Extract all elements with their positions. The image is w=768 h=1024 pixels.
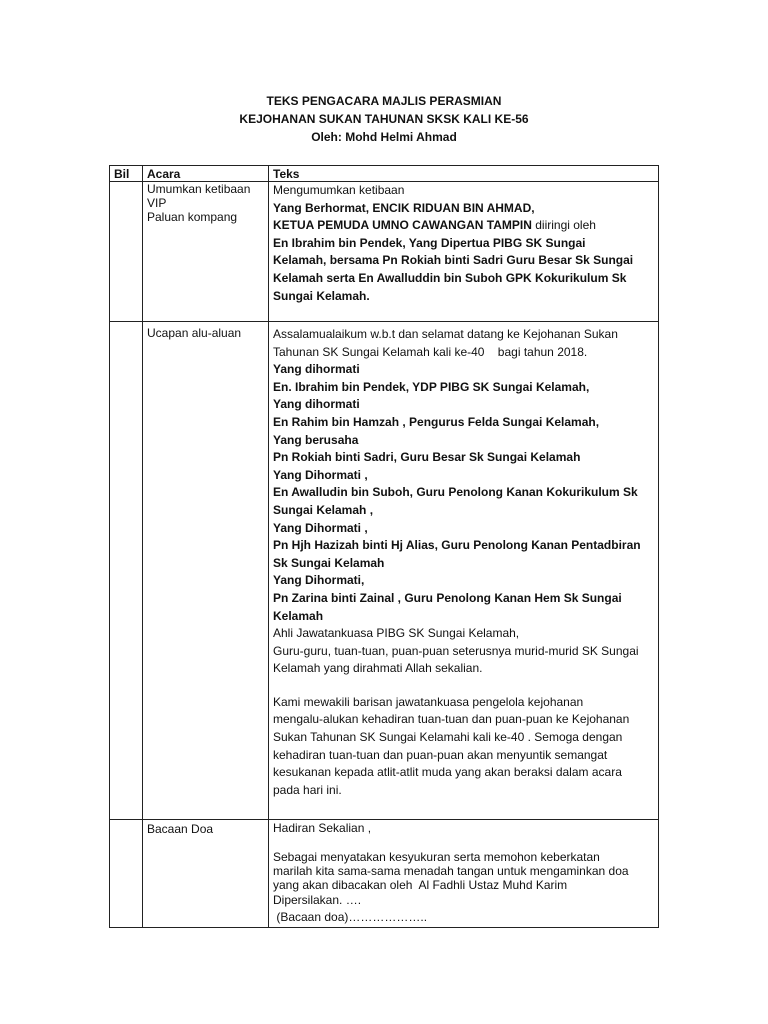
text-line: Yang berusaha: [273, 432, 359, 447]
text-line: [273, 217, 654, 235]
text-line: En Awalludin bin Suboh, Guru Penolong Kanan Kokurikulum Sk: [273, 485, 638, 500]
text-line: Pn Rokiah binti Sadri, Guru Besar Sk Sungai Kelamah: [273, 450, 581, 465]
text-line: Assalamualaikum w.b.t dan selamat datang ke Kejohanan Sukan: [273, 327, 618, 341]
text-line: Yang dihormati: [273, 362, 360, 377]
document-author: Oleh: Mohd Helmi Ahmad: [311, 130, 457, 144]
document-title: TEKS PENGACARA MAJLIS PERASMIAN: [266, 94, 502, 108]
text-line: Yang Dihormati ,: [273, 520, 368, 535]
acara-cell: [143, 820, 269, 928]
text-line: Kelamah: [273, 608, 324, 623]
text-line: marilah kita sama-sama menadah tangan untuk mengaminkan doa: [273, 863, 629, 878]
text-span: KETUA PEMUDA UMNO CAWANGAN TAMPIN: [273, 218, 532, 233]
text-line: Sk Sungai Kelamah: [273, 555, 385, 570]
text-line: Kelamah serta En Awalluddin bin Suboh GPK Kokurikulum Sk: [273, 270, 627, 285]
acara-line: Bacaan Doa: [147, 822, 214, 836]
text-line: Sukan Tahunan SK Sungai Kelamahi kali ke-40 . Semoga dengan: [273, 730, 623, 745]
text-line: pada hari ini.: [273, 782, 342, 797]
text-line: Yang Dihormati ,: [273, 467, 368, 482]
text-line: Yang dihormati: [273, 397, 360, 412]
text-line: Ahli Jawatankuasa PIBG SK Sungai Kelamah,: [273, 626, 520, 641]
teks-cell: [269, 182, 659, 322]
text-line: Mengumumkan ketibaan: [273, 183, 405, 197]
table-row: [110, 182, 659, 322]
text-line: Tahunan SK Sungai Kelamah kali ke-40 bagi tahun 2018.: [273, 344, 588, 359]
acara-line: Ucapan alu-aluan: [147, 326, 242, 340]
text-line: Sungai Kelamah ,: [273, 502, 374, 517]
acara-line: VIP: [147, 196, 167, 210]
text-line: En. Ibrahim bin Pendek, YDP PIBG SK Sungai Kelamah,: [273, 379, 590, 394]
bil-cell: [110, 182, 143, 322]
text-line: Pn Zarina binti Zainal , Guru Penolong Kanan Hem Sk Sungai: [273, 590, 622, 605]
text-line: Kelamah, bersama Pn Rokiah binti Sadri Guru Besar Sk Sungai: [273, 253, 634, 268]
text-line: Kelamah yang dirahmati Allah sekalian.: [273, 661, 483, 676]
paragraph-gap: [273, 678, 654, 694]
program-table: [109, 165, 659, 928]
acara-line: Umumkan ketibaan: [147, 182, 251, 196]
paragraph-gap: [273, 838, 654, 850]
acara-line: Paluan kompang: [147, 210, 238, 224]
header-teks: Teks: [269, 166, 659, 182]
table-row: [110, 820, 659, 928]
text-line: mengalu-alukan kehadiran tuan-tuan dan puan-puan ke Kejohanan: [273, 712, 630, 727]
text-line: Sebagai menyatakan kesyukuran serta memohon keberkatan: [273, 849, 600, 864]
text-line: Yang Berhormat, ENCIK RIDUAN BIN AHMAD,: [273, 200, 535, 215]
bil-cell: [110, 820, 143, 928]
text-line: Kami mewakili barisan jawatankuasa pengelola kejohanan: [273, 694, 584, 709]
bil-cell: [110, 322, 143, 820]
teks-cell: [269, 322, 659, 820]
acara-cell: [143, 182, 269, 322]
acara-cell: [143, 322, 269, 820]
text-line: kesukanan kepada atlit-atlit muda yang akan beraksi dalam acara: [273, 765, 622, 780]
text-line: Hadiran Sekalian ,: [273, 821, 372, 835]
text-span: diiringi oleh: [531, 218, 596, 233]
text-line: Yang Dihormati,: [273, 573, 365, 588]
text-line: yang akan dibacakan oleh Al Fadhli Ustaz Muhd Karim: [273, 877, 568, 892]
text-line: En Ibrahim bin Pendek, Yang Dipertua PIBG SK Sungai: [273, 235, 586, 250]
text-line: Pn Hjh Hazizah binti Hj Alias, Guru Penolong Kanan Pentadbiran: [273, 538, 641, 553]
text-line: Dipersilakan. ….: [273, 892, 362, 907]
header-acara: Acara: [143, 166, 269, 182]
header-bil: Bil: [110, 166, 143, 182]
text-line: kehadiran tuan-tuan dan puan-puan akan menyuntik semangat: [273, 747, 608, 762]
teks-cell: [269, 820, 659, 928]
table-row: [110, 322, 659, 820]
text-line: En Rahim bin Hamzah , Pengurus Felda Sungai Kelamah,: [273, 414, 600, 429]
table-header-row: [110, 166, 659, 182]
document-subtitle: KEJOHANAN SUKAN TAHUNAN SKSK KALI KE-56: [239, 112, 529, 126]
text-line: Guru-guru, tuan-tuan, puan-puan seterusnya murid-murid SK Sungai: [273, 643, 639, 658]
text-line: (Bacaan doa)………………..: [273, 910, 428, 925]
text-line: Sungai Kelamah.: [273, 288, 370, 303]
document-header: [0, 92, 768, 146]
